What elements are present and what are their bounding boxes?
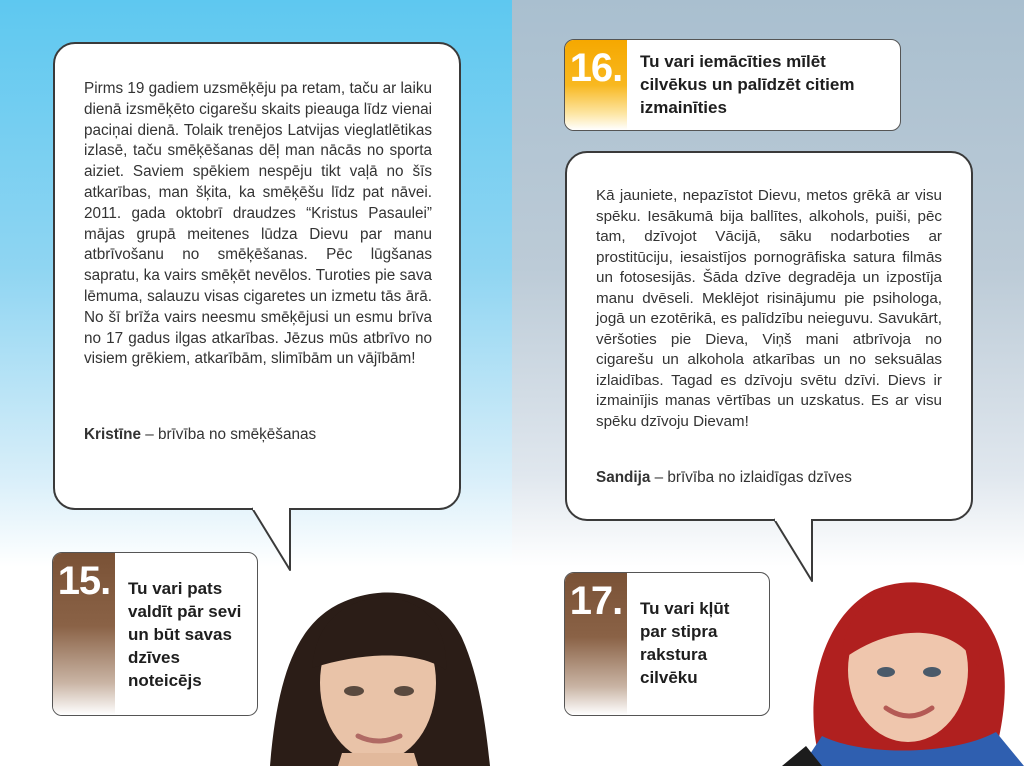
point-16-title: Tu vari iemācīties mīlēt cilvēkus un palīdzēt citiem izmainīties bbox=[640, 52, 855, 117]
point-15-box bbox=[52, 552, 258, 716]
bubble-tail bbox=[772, 515, 832, 585]
author-caption: – brīvība no izlaidīgas dzīves bbox=[650, 469, 852, 486]
sandija-portrait bbox=[782, 560, 1024, 766]
signature-kristine bbox=[84, 426, 316, 444]
kristine-portrait bbox=[250, 548, 512, 766]
point-number-tab: 17. bbox=[565, 573, 627, 715]
point-17-title: Tu vari kļūt par stipra rakstura cilvēku bbox=[640, 599, 730, 687]
point-16-box bbox=[564, 39, 901, 131]
signature-sandija bbox=[596, 469, 852, 487]
testimony-text-sandija: Kā jauniete, nepazīstot Dievu, metos grēkā ar visu spēku. Iesākumā bija ballītes, alkohols, puiši, pēc tam, dzīvojot Vācijā, sāku nodarboties ar prostitūciju, iesaistījos pornogrāfiska satura filmās un fotosesijās. Šāda dzīve degradēja un izpostīja manu dvēseli. Meklējot risinājumu pie psihologa, jogā un ezotērikā, es palīdzību neieguvu. Savukārt, vēršoties pie Dieva, Viņš mani atbrīvoja no cigarešu un alkohola atkarības un no seksuālas izlaidības. Tagad es dzīvoju svētu dzīvi. Dievs ir izmainījis manas vērtības un uzskatus. Es ar visu spēku dzīvoju Dievam! bbox=[596, 187, 942, 430]
author-caption: – brīvība no smēķēšanas bbox=[140, 426, 317, 443]
point-number-tab: 16. bbox=[565, 40, 627, 130]
author-name: Kristīne bbox=[84, 426, 141, 443]
point-number-tab: 15. bbox=[53, 553, 115, 715]
right-page bbox=[512, 0, 1024, 766]
point-15-title: Tu vari pats valdīt pār sevi un būt savas dzīves noteicējs bbox=[128, 579, 242, 690]
author-name: Sandija bbox=[596, 469, 651, 486]
testimony-text-kristine: Pirms 19 gadiem uzsmēķēju pa retam, taču ar laiku dienā izsmēķēto cigarešu skaits pieauga līdz vienai paciņai dienā. Tolaik trenējos Latvijas vieglatlētikas izlasē, taču smēķēšanas dēļ man nācās no sporta aiziet. Saviem spēkiem nespēju tikt vaļā no šīs atkarības, man šķita, ka smēķēšu līdz pat nāvei. 2011. gada oktobrī draudzes “Kristus Pasaulei” mājas grupā meitenes lūdza Dievu par manu atbrīvošanu no smēķēšanas. Pēc lūgšanas sapratu, ka vairs smēķēt nevēlos. Turoties pie sava lēmuma, salauzu visas cigaretes un izmetu tās ārā. No šī brīža vairs neesmu smēķējusi un esmu brīva no 17 gadus ilgas atkarības. Jēzus mūs atbrīvo no visiem grēkiem, atkarībām, slimībām un vājībām! bbox=[84, 80, 432, 368]
point-17-box bbox=[564, 572, 770, 716]
bubble-tail bbox=[250, 504, 310, 574]
